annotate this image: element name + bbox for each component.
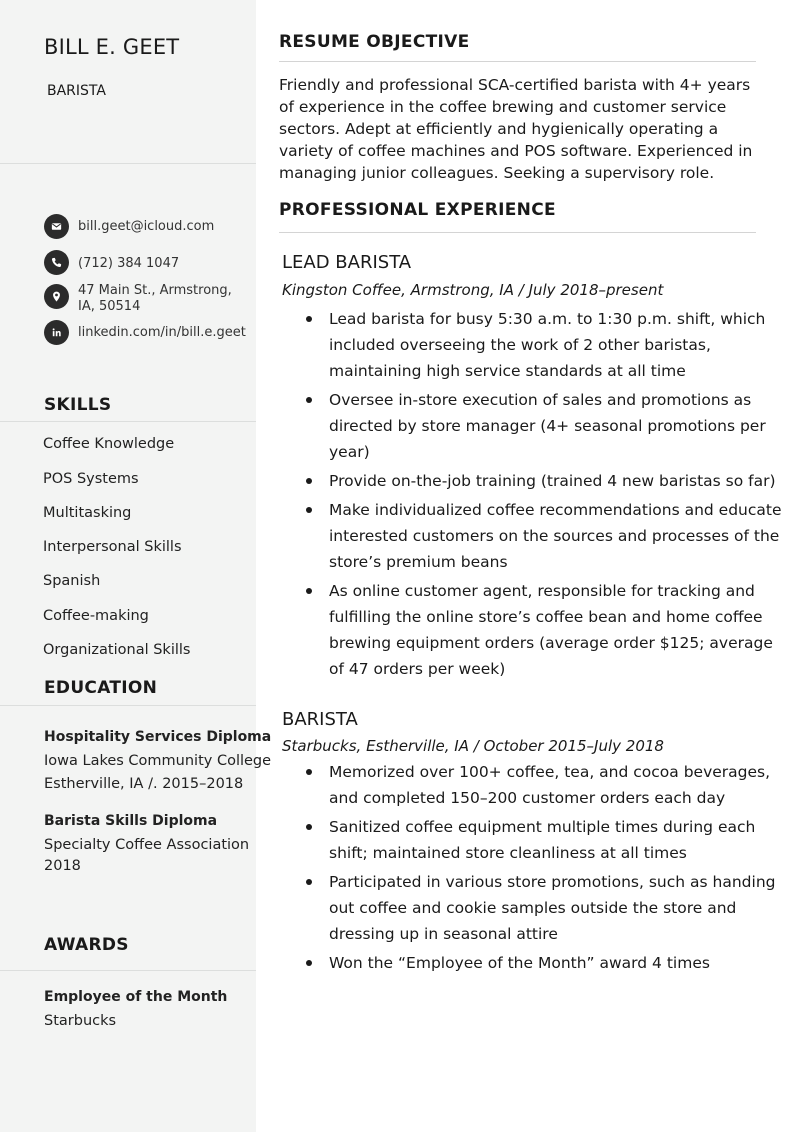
job-bullet: Won the “Employee of the Month” award 4 times [282,950,787,976]
contact-phone[interactable]: (712) 384 1047 [78,256,180,271]
job-bullet: As online customer agent, responsible for tracking and fulfilling the online store’s coffee bean and home coffee brewing equipment orders (average order $125; average of 47 orders per week) [282,578,787,682]
skill-item: Multitasking [43,505,132,521]
job-bullet: Make individualized coffee recommendations and educate interested customers on the sources and processes of the store’s premium beans [282,497,787,575]
candidate-name: BILL E. GEET [44,35,180,59]
sidebar [0,0,272,1132]
job-bullet: Oversee in-store execution of sales and promotions as directed by store manager (4+ seasonal promotions per year) [282,387,787,465]
education-degree: Barista Skills Diploma [44,813,218,829]
awards-heading: AWARDS [44,935,129,955]
award-title: Employee of the Month [44,989,228,1005]
objective-rule [279,61,756,62]
experience-rule [279,232,756,233]
job-bullets [282,759,787,979]
job-title: BARISTA [282,709,358,730]
contact-address-line2: IA, 50514 [78,299,141,314]
award-org: Starbucks [44,1013,117,1029]
skill-item: Interpersonal Skills [43,539,182,555]
education-degree: Hospitality Services Diploma [44,729,272,745]
contact-address-line1: 47 Main St., Armstrong, [78,283,232,298]
skill-item: Coffee Knowledge [43,436,175,452]
awards-divider [0,970,256,971]
job-bullets [282,306,787,685]
job-bullet: Sanitized coffee equipment multiple times during each shift; maintained store cleanliness at all times [282,814,787,866]
job-meta: Starbucks, Estherville, IA / October 2015–July 2018 [282,737,664,755]
job-title: LEAD BARISTA [282,252,412,273]
linkedin-icon [44,320,69,345]
skill-item: Spanish [43,573,101,589]
contact-email[interactable]: bill.geet@icloud.com [78,219,215,234]
job-meta: Kingston Coffee, Armstrong, IA / July 2018–present [282,281,664,299]
job-bullet: Participated in various store promotions, such as handing out coffee and cookie samples outside the store and dressing up in seasonal attire [282,869,787,947]
skill-item: POS Systems [43,471,139,487]
education-divider [0,705,256,706]
education-details: 2018 [44,858,81,874]
sidebar-divider [0,163,256,164]
education-school: Iowa Lakes Community College [44,753,272,769]
job-bullet: Lead barista for busy 5:30 a.m. to 1:30 p.m. shift, which included overseeing the work of 2 other baristas, maintaining high service standards at all time [282,306,787,384]
education-details: Estherville, IA /. 2015–2018 [44,776,244,792]
contact-linkedin[interactable]: linkedin.com/in/bill.e.geet [78,325,246,340]
skill-item: Coffee-making [43,608,149,624]
experience-heading: PROFESSIONAL EXPERIENCE [279,200,556,220]
objective-text: Friendly and professional SCA-certified barista with 4+ years of experience in the coffee brewing and customer service sectors. Adept at efficiently and hygienically operating a variety of coffee machines and POS software. Experienced in managing junior colleagues. Seeking a supervisory role. [279,76,753,182]
candidate-title: BARISTA [47,83,106,99]
objective-heading: RESUME OBJECTIVE [279,32,470,52]
skills-heading: SKILLS [44,395,112,415]
location-icon [44,284,69,309]
job-bullet: Memorized over 100+ coffee, tea, and cocoa beverages, and completed 150–200 customer orders each day [282,759,787,811]
skills-divider [0,421,256,422]
education-heading: EDUCATION [44,678,158,698]
education-school: Specialty Coffee Association [44,837,250,853]
email-icon [44,214,69,239]
skill-item: Organizational Skills [43,642,191,658]
phone-icon [44,250,69,275]
job-bullet: Provide on-the-job training (trained 4 new baristas so far) [282,468,787,494]
